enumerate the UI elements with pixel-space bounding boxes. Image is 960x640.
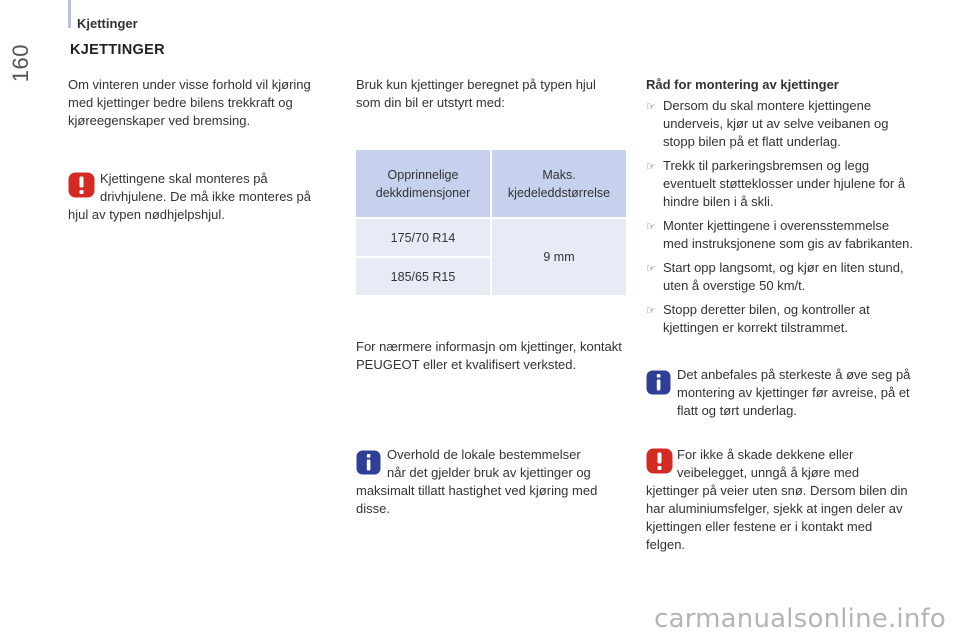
tip-text: Stopp deretter bilen, og kontroller at kjettingen er korrekt tilstrammet.: [663, 302, 870, 335]
tip-list-item: [646, 301, 914, 337]
max-link-size-cell: 9 mm: [491, 218, 626, 295]
tip-list-item: [646, 97, 914, 151]
info-icon: [356, 450, 381, 475]
tip-text: Monter kjettingene i overensstemmelse med instruksjonene som gis av fabrikanten.: [663, 218, 914, 251]
arrow-bullet-icon: ☞: [646, 161, 656, 173]
damage-warning-line2: veibelegget, unngå å kjøre med: [677, 465, 860, 480]
damage-warning-line1: For ikke å skade dekkene eller: [677, 447, 854, 462]
arrow-bullet-icon: ☞: [646, 101, 656, 113]
arrow-bullet-icon: ☞: [646, 221, 656, 233]
warning-note-rest: hjul av typen nødhjelpshjul.: [68, 207, 225, 222]
section-tab-bar: [68, 0, 71, 28]
damage-warning-rest: kjettinger på veier uten snø. Dersom bilen din har aluminiumsfelger, sjekk at ingen deler av kjettingen eller festene er i kontakt med felgen.: [646, 483, 908, 552]
tire-dimension-cell: 185/65 R15: [356, 257, 491, 295]
info-icon: [646, 370, 671, 395]
tire-size-table: [356, 150, 626, 295]
section-tab: Kjettinger: [77, 16, 138, 31]
info-note-line1: Overhold de lokale bestemmelser: [387, 447, 581, 462]
contact-paragraph: For nærmere informasjn om kjettinger, kontakt PEUGEOT eller et kvalifisert verksted.: [356, 339, 622, 372]
info-note-rest: maksimalt tillatt hastighet ved kjøring med disse.: [356, 483, 598, 516]
arrow-bullet-icon: ☞: [646, 305, 656, 317]
tire-dimension-cell: 175/70 R14: [356, 218, 491, 257]
practice-info-note: Det anbefales på sterkeste å øve seg på montering av kjettinger før avreise, på et flatt og tørt underlag.: [677, 367, 911, 418]
tip-list-item: [646, 157, 914, 211]
intro-paragraph: Om vinteren under visse forhold vil kjøring med kjettinger bedre bilens trekkraft og kjøreegenskaper ved bremsing.: [68, 77, 311, 128]
arrow-bullet-icon: ☞: [646, 263, 656, 275]
watermark: carmanualsonline.info: [654, 604, 946, 634]
warning-note-line2: drivhjulene. De må ikke monteres på: [100, 189, 311, 204]
page-number: 160: [8, 44, 33, 83]
tip-list-item: [646, 217, 914, 253]
tire-size-table-wrap: [356, 150, 626, 295]
tip-text: Dersom du skal montere kjettingene underveis, kjør ut av selve veibanen og stopp bilen på et flatt underlag.: [663, 98, 889, 149]
warning-note-line1: Kjettingene skal monteres på: [100, 171, 268, 186]
tip-text: Trekk til parkeringsbremsen og legg eventuelt støtteklosser under hjulene for å hindre bilen i å skli.: [663, 158, 906, 209]
tip-text: Start opp langsomt, og kjør en liten stund, uten å overstige 50 km/t.: [663, 260, 904, 293]
mounting-tips: [646, 97, 914, 343]
tips-list: [646, 97, 914, 337]
table-row: [356, 218, 626, 257]
mounting-advice-heading: Råd for montering av kjettinger: [646, 77, 839, 92]
info-note-line2: når det gjelder bruk av kjettinger og: [387, 465, 591, 480]
info-icon-wrap: [646, 370, 671, 400]
wheel-type-paragraph: Bruk kun kjettinger beregnet på typen hjul som din bil er utstyrt med:: [356, 77, 596, 110]
warning-icon: [68, 172, 95, 203]
exclamation-icon: [68, 172, 95, 198]
header-max-link-size: Maks. kjedeleddstørrelse: [491, 150, 626, 218]
info-icon-wrap: [356, 450, 381, 480]
page-title: KJETTINGER: [70, 42, 165, 58]
warning-icon: [646, 448, 673, 479]
table-header-row: [356, 150, 626, 218]
exclamation-icon: [646, 448, 673, 474]
header-dimensions: Opprinnelige dekkdimensjoner: [356, 150, 491, 218]
tip-list-item: [646, 259, 914, 295]
